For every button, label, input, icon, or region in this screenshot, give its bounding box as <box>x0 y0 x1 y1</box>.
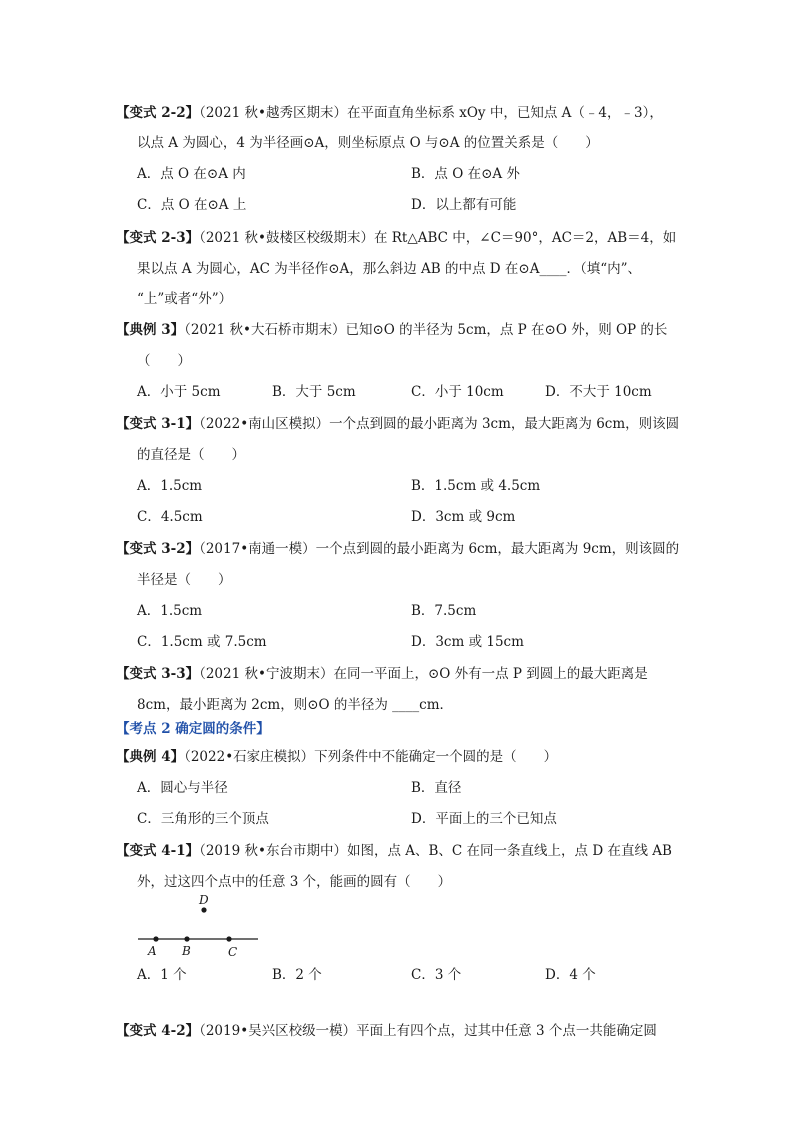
option-b: B．大于 5cm <box>272 384 356 400</box>
question-tag: 【变式 4-1】 <box>116 843 200 859</box>
option-d: D．平面上的三个已知点 <box>411 811 557 827</box>
option-a: A．小于 5cm <box>137 384 221 400</box>
question-3-2-line1: 【变式 3-2】（2017•南通一模）一个点到圆的最小距离为 6cm，最大距离为 9cm，则该圆的 <box>116 541 680 557</box>
question-3-3-line1: 【变式 3-3】（2021 秋•宁波期末）在同一平面上，⊙O 外有一点 P 到圆上的最大距离是 <box>116 666 648 682</box>
section-heading: 【考点 2 确定圆的条件】 <box>116 721 270 737</box>
collinear-points-figure <box>130 892 270 962</box>
point-b <box>184 936 189 941</box>
question-2-3-line3: “上”或者“外”） <box>137 291 233 307</box>
label-a: A <box>148 944 157 958</box>
question-3-1-line2: 的直径是（ ） <box>137 447 245 463</box>
option-a: A．1 个 <box>137 967 187 983</box>
example-3-line2: （ ） <box>137 353 191 369</box>
option-b: B．2 个 <box>272 967 322 983</box>
question-tag: 【变式 4-2】 <box>116 1023 200 1039</box>
label-b: B <box>182 944 191 958</box>
option-d: D．以上都有可能 <box>411 197 517 213</box>
option-d: D．不大于 10cm <box>545 384 652 400</box>
question-2-2-line1: 【变式 2-2】（2021 秋•越秀区期末）在平面直角坐标系 xOy 中，已知点 A（﹣4，﹣3）， <box>116 105 663 121</box>
option-a: A．1.5cm <box>137 603 203 619</box>
option-c: C．三角形的三个顶点 <box>137 811 269 827</box>
option-c: C．小于 10cm <box>411 384 504 400</box>
point-a <box>153 936 158 941</box>
option-c: C．点 O 在⊙A 上 <box>137 197 247 213</box>
option-d: D．4 个 <box>545 967 596 983</box>
question-tag: 【变式 2-3】 <box>116 230 200 246</box>
question-tag: 【变式 3-3】 <box>116 666 200 682</box>
question-4-1-line2: 外，过这四个点中的任意 3 个，能画的圆有（ ） <box>137 874 452 890</box>
label-d: D <box>199 893 209 907</box>
option-c: C．4.5cm <box>137 509 203 525</box>
question-tag: 【典例 4】 <box>116 749 185 765</box>
question-2-2-line2: 以点 A 为圆心，4 为半径画⊙A，则坐标原点 O 与⊙A 的位置关系是（ ） <box>137 135 599 151</box>
option-c: C．3 个 <box>411 967 462 983</box>
question-4-1-line1: 【变式 4-1】（2019 秋•东台市期中）如图，点 A、B、C 在同一条直线上，点 D 在直线 AB <box>116 843 672 859</box>
option-b: B．1.5cm 或 4.5cm <box>411 478 541 494</box>
question-3-3-line2: 8cm，最小距离为 2cm，则⊙O 的半径为 ____cm． <box>137 697 454 713</box>
option-c: C．1.5cm 或 7.5cm <box>137 634 267 650</box>
option-a: A．点 O 在⊙A 内 <box>137 166 246 182</box>
question-4-2-line1: 【变式 4-2】（2019•吴兴区校级一模）平面上有四个点，过其中任意 3 个点一共能确定圆 <box>116 1023 657 1039</box>
question-2-3-line2: 果以点 A 为圆心，AC 为半径作⊙A，那么斜边 AB 的中点 D 在⊙A____．（填“内”、 <box>137 261 642 277</box>
option-b: B．直径 <box>411 780 462 796</box>
example-4-line1: 【典例 4】（2022•石家庄模拟）下列条件中不能确定一个圆的是（ ） <box>116 749 558 765</box>
option-d: D．3cm 或 9cm <box>411 509 516 525</box>
option-d: D．3cm 或 15cm <box>411 634 524 650</box>
question-3-2-line2: 半径是（ ） <box>137 572 232 588</box>
question-tag: 【变式 2-2】 <box>116 105 200 121</box>
label-c: C <box>228 945 238 959</box>
question-tag: 【变式 3-2】 <box>116 541 200 557</box>
option-a: A．圆心与半径 <box>137 780 228 796</box>
option-b: B．7.5cm <box>411 603 477 619</box>
point-d <box>201 907 206 912</box>
question-3-1-line1: 【变式 3-1】（2022•南山区模拟）一个点到圆的最小距离为 3cm，最大距离为 6cm，则该圆 <box>116 416 680 432</box>
question-tag: 【典例 3】 <box>116 322 185 338</box>
point-c <box>226 936 231 941</box>
question-2-3-line1: 【变式 2-3】（2021 秋•鼓楼区校级期末）在 Rt△ABC 中，∠C＝90°，AC＝2，AB＝4，如 <box>116 230 677 246</box>
option-b: B．点 O 在⊙A 外 <box>411 166 520 182</box>
question-tag: 【变式 3-1】 <box>116 416 200 432</box>
example-3-line1: 【典例 3】（2021 秋•大石桥市期末）已知⊙O 的半径为 5cm，点 P 在⊙O 外，则 OP 的长 <box>116 322 668 338</box>
option-a: A．1.5cm <box>137 478 203 494</box>
